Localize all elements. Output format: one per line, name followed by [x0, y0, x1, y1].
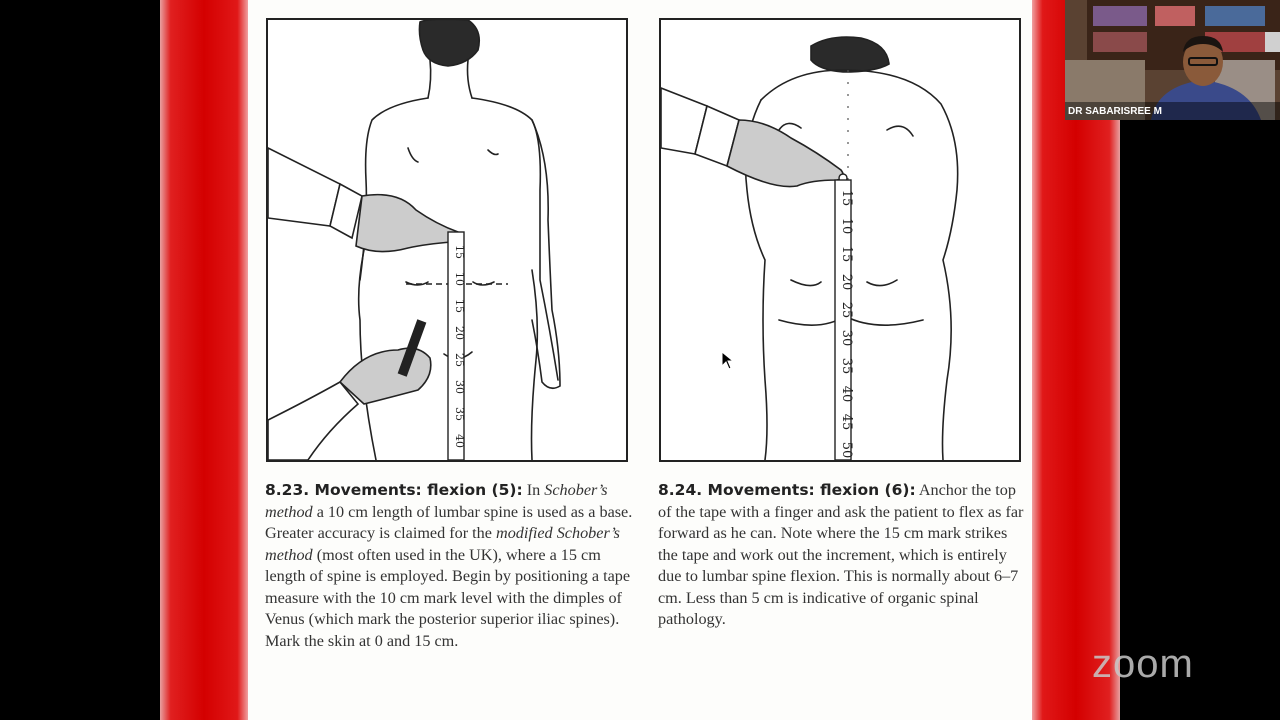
tape-mark-label: 15	[453, 245, 466, 259]
participant-name-label: DR SABARISREE M	[1068, 106, 1162, 117]
video-feed-image	[1065, 0, 1280, 120]
caption-text: In	[522, 481, 545, 499]
forward-flexion-drawing	[661, 20, 1019, 460]
tape-mark-label: 40	[453, 434, 466, 448]
tape-mark-label: 15	[453, 299, 466, 313]
left-red-border	[160, 0, 248, 720]
caption-italic-term: Schober’s method	[265, 481, 608, 521]
caption-text: (most often used in the UK), where a 15 cm length of spine is employed. Begin by positioning a tape measure with the 10 cm mark level with the dimples of Venus (which mark the posterior superior iliac spines). Mark the skin at 0 and 15 cm.	[265, 545, 631, 650]
caption-text: a 10 cm length of lumbar spine is used as a base. Greater accuracy is claimed for the	[265, 502, 633, 542]
tape-mark-label: 35	[453, 407, 466, 421]
figure-8-23-caption	[265, 480, 635, 652]
tape-mark-label: 20	[453, 326, 466, 340]
figure-8-23-illustration	[266, 18, 628, 462]
tape-mark-label: 20	[839, 273, 854, 291]
tape-mark-label: 50	[839, 441, 854, 459]
figure-8-24-illustration	[659, 18, 1021, 462]
zoom-watermark-logo: zoom	[1092, 642, 1194, 686]
tape-mark-label: 25	[839, 301, 854, 319]
tape-mark-label: 25	[453, 353, 466, 367]
tape-mark-label: 10	[453, 272, 466, 286]
caption-italic-term: modified Schober’s method	[265, 524, 620, 564]
caption-title: 8.23. Movements: flexion (5):	[265, 481, 523, 499]
tape-mark-label: 40	[839, 385, 854, 403]
tape-mark-label: 30	[839, 329, 854, 347]
caption-title: 8.24. Movements: flexion (6):	[658, 481, 916, 499]
tape-mark-label: 10	[839, 217, 854, 235]
mouse-pointer-icon	[722, 352, 734, 370]
tape-mark-label: 45	[839, 413, 854, 431]
tape-mark-label: 15	[839, 189, 854, 207]
shared-document-page	[248, 0, 1032, 720]
tape-mark-label: 30	[453, 380, 466, 394]
figure-8-24-caption	[658, 480, 1028, 631]
participant-video-tile[interactable]	[1065, 0, 1280, 120]
tape-mark-label: 15	[839, 245, 854, 263]
caption-text: Anchor the top of the tape with a finger and ask the patient to flex as far forward as he can. Note where the 15 cm mark strikes the tape and work out the increment, which is entirely due to lumbar spine flexion. This is normally about 6–7 cm. Less than 5 cm is indicative of organic spinal pathology.	[658, 481, 1024, 628]
standing-back-drawing	[268, 20, 626, 460]
tape-mark-label: 35	[839, 357, 854, 375]
